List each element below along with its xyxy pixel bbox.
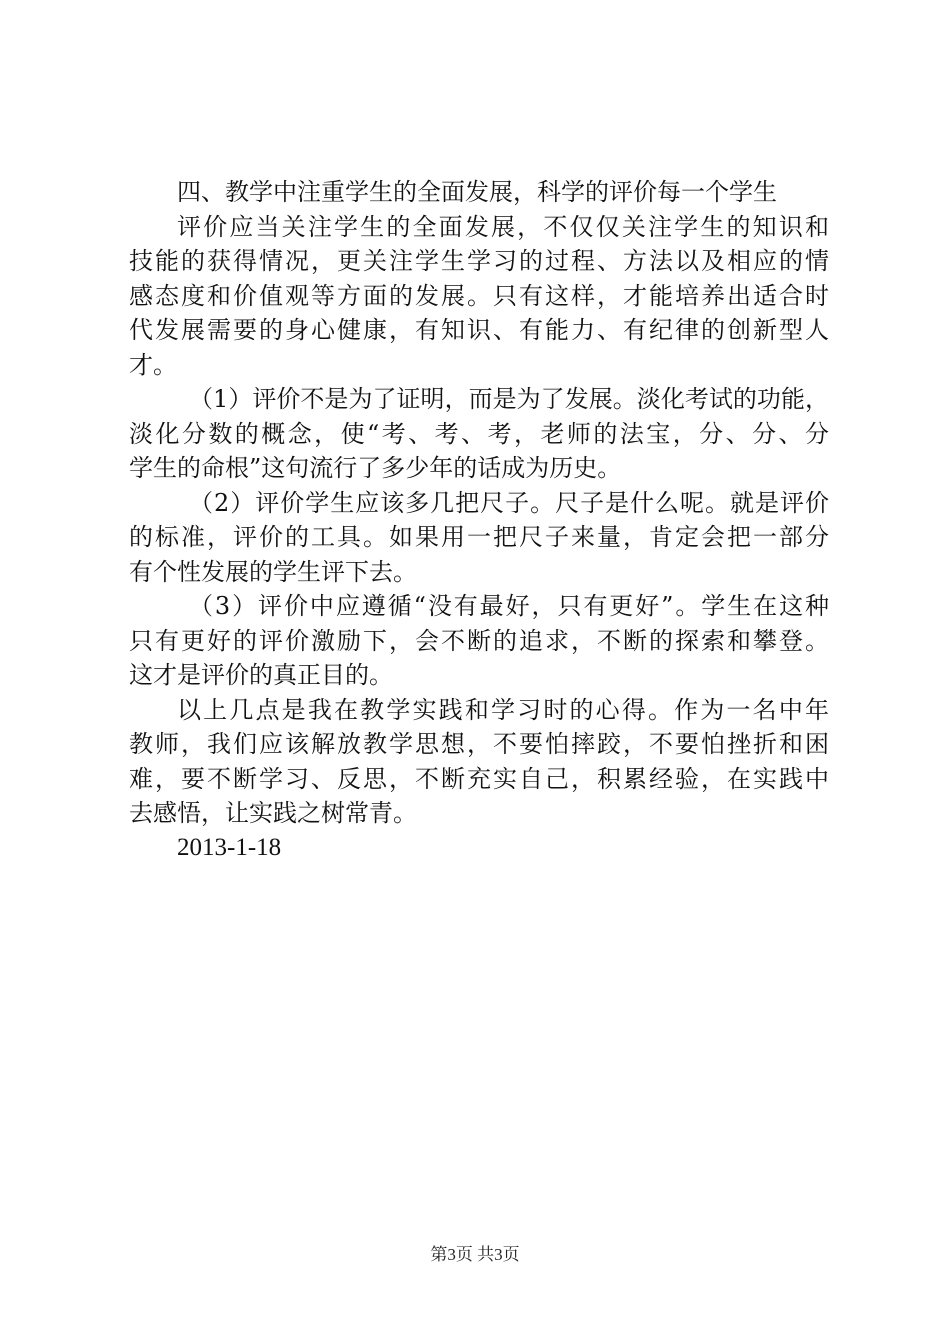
- paragraph-1: [129, 210, 829, 383]
- paragraph-line: 评价应当关注学生的全面发展，不仅仅关注学生的知识和: [177, 212, 829, 241]
- paragraph-line: 教师，我们应该解放教学思想，不要怕摔跤，不要怕挫折和困: [129, 730, 829, 758]
- paragraph-line: （3）评价中应遵循“没有最好，只有更好”。学生在这种: [189, 592, 829, 620]
- paragraph-line: 以上几点是我在教学实践和学习时的心得。作为一名中年: [177, 695, 829, 724]
- paragraph-line: 感态度和价值观等方面的发展。只有这样，才能培养出适合时: [129, 281, 829, 310]
- page-footer: 第3页 共3页: [430, 1245, 520, 1264]
- paragraph-3: [129, 486, 829, 590]
- paragraph-line: （1）评价不是为了证明，而是为了发展。淡化考试的功能，: [189, 385, 829, 413]
- paragraph-line: 淡化分数的概念，使“考、考、考，老师的法宝，分、分、分: [129, 419, 829, 448]
- paragraph-line: 难，要不断学习、反思，不断充实自己，积累经验，在实践中: [129, 764, 829, 793]
- document-body: [129, 175, 829, 865]
- paragraph-line: 去感悟，让实践之树常青。: [129, 799, 417, 827]
- paragraph-line: 有个性发展的学生评下去。: [129, 557, 417, 586]
- paragraph-line: 技能的获得情况，更关注学生学习的过程、方法以及相应的情: [129, 247, 829, 275]
- paragraph-2: [129, 382, 829, 486]
- paragraph-line: 只有更好的评价激励下，会不断的追求，不断的探索和攀登。: [129, 626, 829, 655]
- document-date: 2013-1-18: [177, 833, 282, 861]
- paragraph-line: （2）评价学生应该多几把尺子。尺子是什么呢。就是评价: [189, 488, 829, 517]
- paragraph-5: [129, 693, 829, 831]
- paragraph-line: 代发展需要的身心健康，有知识、有能力、有纪律的创新型人: [129, 316, 829, 344]
- paragraph-line: 学生的命根”这句流行了多少年的话成为历史。: [129, 454, 622, 482]
- paragraph-line: 这才是评价的真正目的。: [129, 661, 393, 689]
- paragraph-line: 才。: [129, 350, 177, 379]
- paragraph-4: [129, 589, 829, 693]
- section-heading: 四、教学中注重学生的全面发展，科学的评价每一个学生: [177, 178, 777, 206]
- paragraph-line: 的标准，评价的工具。如果用一把尺子来量，肯定会把一部分: [129, 523, 829, 551]
